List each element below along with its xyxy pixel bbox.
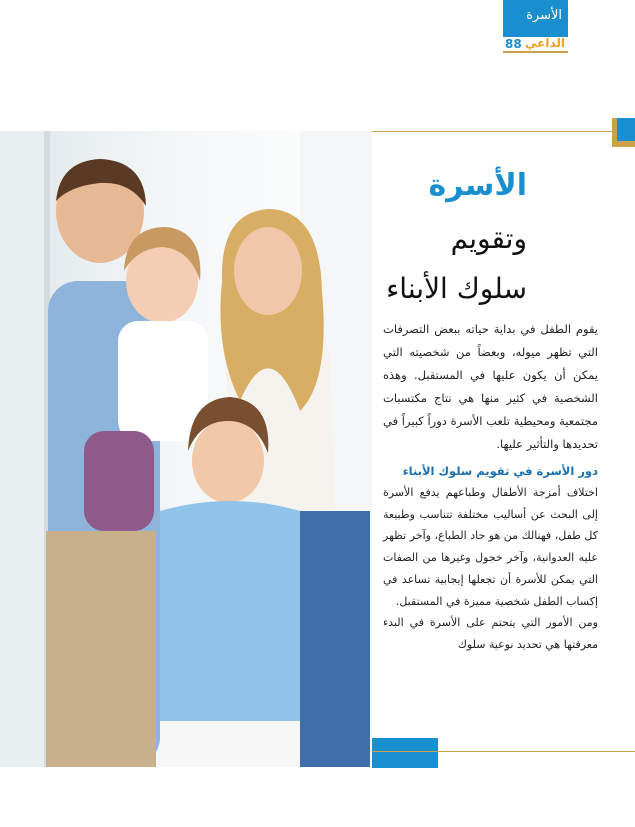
body-paragraph-1: اختلاف أمزجة الأطفال وطباعهم يدفع الأسرة إلى البحث عن أساليب مختلفة تتناسب وطبيعة كل طفل، فهنالك من هو حاد الطباع، وآخر تظهر عليه العدوانية، وآخر خجول وغيرها من الصفات التي يمكن للأسرة أن تجعلها إيجابية تساعد في إكساب الطفل شخصية مميزة في المستقبل. <box>383 486 598 608</box>
family-photo <box>0 131 372 767</box>
boy-shirt <box>160 501 300 731</box>
corner-accent-blue <box>617 118 635 141</box>
boy-face <box>192 419 264 503</box>
page-number: 88 <box>505 37 522 51</box>
body-paragraph-2: ومن الأمور التي يتحتم على الأسرة في البدء معرفتها هي تحديد نوعية سلوك <box>383 616 598 651</box>
top-divider <box>365 131 635 132</box>
boy-shorts <box>160 721 300 767</box>
section-subheading: دور الأسرة في تقويم سلوك الأبناء <box>402 464 598 478</box>
woman-jeans <box>290 511 370 767</box>
woman-face <box>234 227 302 315</box>
article-title-line2: وتقويم <box>450 222 527 255</box>
family-illustration <box>0 131 372 767</box>
section-label: الأسرة <box>526 8 562 23</box>
door-frame-left <box>0 131 44 767</box>
magazine-logo: الداعي <box>525 36 566 50</box>
bottom-divider <box>372 751 635 752</box>
man-trousers <box>46 531 156 767</box>
girl-leggings <box>84 431 154 531</box>
section-tab <box>503 0 568 37</box>
bottom-accent-block <box>372 738 438 768</box>
article-title: الأسرة <box>428 168 527 203</box>
article-body <box>383 318 598 656</box>
intro-paragraph: يقوم الطفل في بداية حياته ببعض التصرفات التي تظهر ميوله، وبعضاً من شخصيته التي يمكن أن يكون عليها في المستقبل. وهذه الشخصية في كثير منها هي نتاج مكتسبات مجتمعية ومحيطية تلعب الأسرة دوراً كبيراً في تحديدها والتأثير عليها. <box>383 322 598 451</box>
article-title-line3: سلوك الأبناء <box>386 272 527 305</box>
